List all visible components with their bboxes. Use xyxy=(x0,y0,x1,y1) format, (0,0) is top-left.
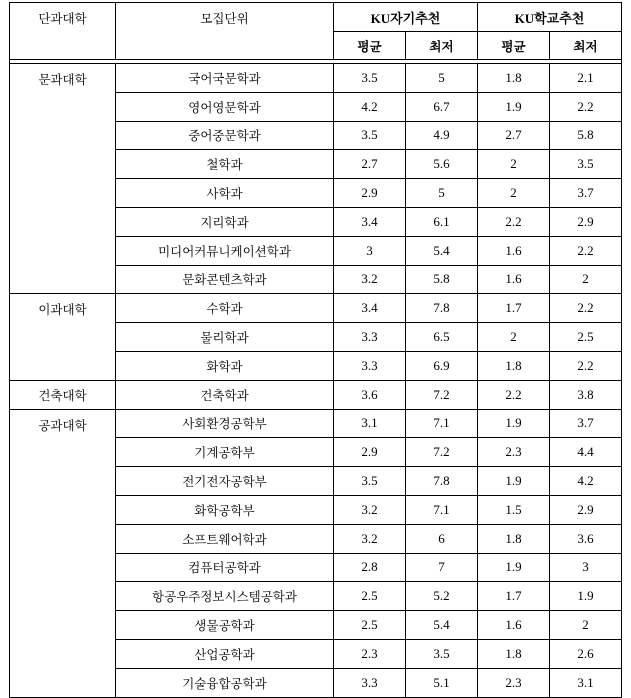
cell-ku-self-avg: 3.6 xyxy=(334,380,406,409)
cell-ku-school-min: 2.2 xyxy=(550,294,622,323)
cell-ku-self-min: 7.8 xyxy=(406,294,478,323)
cell-ku-school-avg: 2.7 xyxy=(478,121,550,150)
cell-unit: 전기전자공학부 xyxy=(116,467,334,496)
cell-ku-school-avg: 1.9 xyxy=(478,92,550,121)
cell-ku-self-min: 5.6 xyxy=(406,150,478,179)
cell-ku-school-avg: 1.8 xyxy=(478,351,550,380)
table-row xyxy=(10,294,622,323)
cell-ku-school-min: 2 xyxy=(550,611,622,640)
cell-ku-self-min: 6.7 xyxy=(406,92,478,121)
cell-ku-school-min: 2.2 xyxy=(550,351,622,380)
cell-ku-school-avg: 2.2 xyxy=(478,380,550,409)
cell-ku-school-min: 3.5 xyxy=(550,150,622,179)
cell-unit: 미디어커뮤니케이션학과 xyxy=(116,236,334,265)
cell-ku-self-min: 6 xyxy=(406,524,478,553)
cell-ku-school-min: 2.1 xyxy=(550,64,622,93)
cell-ku-school-avg: 1.9 xyxy=(478,553,550,582)
cell-unit: 국어국문학과 xyxy=(116,64,334,93)
cell-ku-self-min: 6.1 xyxy=(406,207,478,236)
cell-unit: 철학과 xyxy=(116,150,334,179)
cell-ku-self-avg: 3.2 xyxy=(334,524,406,553)
cell-ku-school-avg: 1.7 xyxy=(478,582,550,611)
cell-ku-self-avg: 2.8 xyxy=(334,553,406,582)
cell-ku-school-min: 3.8 xyxy=(550,380,622,409)
cell-ku-self-min: 7.1 xyxy=(406,409,478,438)
cell-unit: 기계공학부 xyxy=(116,438,334,467)
cell-ku-self-min: 5.4 xyxy=(406,611,478,640)
cell-unit: 영어영문학과 xyxy=(116,92,334,121)
cell-ku-school-min: 1.9 xyxy=(550,582,622,611)
cell-unit: 사회환경공학부 xyxy=(116,409,334,438)
cell-ku-school-avg: 1.8 xyxy=(478,639,550,668)
cell-ku-school-avg: 1.7 xyxy=(478,294,550,323)
cell-ku-school-min: 2.2 xyxy=(550,236,622,265)
header-ku-school-min: 최저 xyxy=(550,32,622,60)
table-body xyxy=(10,3,622,698)
cell-college: 공과대학 xyxy=(10,409,116,697)
cell-ku-school-avg: 2 xyxy=(478,179,550,208)
cell-ku-self-avg: 3.1 xyxy=(334,409,406,438)
cell-ku-school-min: 3.1 xyxy=(550,668,622,697)
cell-unit: 생물공학과 xyxy=(116,611,334,640)
cell-unit: 산업공학과 xyxy=(116,639,334,668)
header-unit: 모집단위 xyxy=(116,3,334,60)
table-row xyxy=(10,409,622,438)
cell-ku-school-min: 3.7 xyxy=(550,179,622,208)
header-row-top xyxy=(10,3,622,32)
cell-ku-school-min: 2.2 xyxy=(550,92,622,121)
cell-ku-self-avg: 3.2 xyxy=(334,265,406,294)
cell-ku-self-avg: 2.7 xyxy=(334,150,406,179)
cell-ku-self-avg: 2.5 xyxy=(334,611,406,640)
cell-ku-self-avg: 4.2 xyxy=(334,92,406,121)
cell-ku-school-min: 2.5 xyxy=(550,323,622,352)
table-row xyxy=(10,380,622,409)
cell-ku-self-min: 6.5 xyxy=(406,323,478,352)
cell-unit: 건축학과 xyxy=(116,380,334,409)
cell-ku-school-avg: 1.6 xyxy=(478,236,550,265)
cell-ku-self-min: 7.8 xyxy=(406,467,478,496)
cell-ku-self-avg: 3.4 xyxy=(334,207,406,236)
cell-ku-school-avg: 1.6 xyxy=(478,265,550,294)
cell-unit: 화학과 xyxy=(116,351,334,380)
header-ku-school: KU학교추천 xyxy=(478,3,622,32)
cell-unit: 컴퓨터공학과 xyxy=(116,553,334,582)
cell-ku-self-avg: 3 xyxy=(334,236,406,265)
cell-ku-self-min: 6.9 xyxy=(406,351,478,380)
cell-ku-school-avg: 1.8 xyxy=(478,64,550,93)
cell-unit: 화학공학부 xyxy=(116,495,334,524)
cell-ku-self-min: 5.4 xyxy=(406,236,478,265)
header-college: 단과대학 xyxy=(10,3,116,60)
cell-ku-school-avg: 2.2 xyxy=(478,207,550,236)
cell-unit: 사학과 xyxy=(116,179,334,208)
cell-unit: 중어중문학과 xyxy=(116,121,334,150)
cell-ku-school-min: 2.9 xyxy=(550,495,622,524)
cell-college: 문과대학 xyxy=(10,64,116,294)
cell-ku-self-min: 7.2 xyxy=(406,438,478,467)
cell-ku-school-min: 3.6 xyxy=(550,524,622,553)
cell-ku-self-avg: 3.3 xyxy=(334,668,406,697)
cell-ku-self-avg: 3.3 xyxy=(334,351,406,380)
cell-ku-self-avg: 3.5 xyxy=(334,121,406,150)
cell-ku-self-min: 5.8 xyxy=(406,265,478,294)
cell-unit: 물리학과 xyxy=(116,323,334,352)
cell-ku-self-min: 7.2 xyxy=(406,380,478,409)
cell-unit: 소프트웨어학과 xyxy=(116,524,334,553)
cell-ku-self-avg: 2.9 xyxy=(334,438,406,467)
cell-ku-school-avg: 1.8 xyxy=(478,524,550,553)
cell-unit: 문화콘텐츠학과 xyxy=(116,265,334,294)
cell-ku-self-min: 5 xyxy=(406,179,478,208)
cell-ku-school-avg: 2.3 xyxy=(478,438,550,467)
header-ku-self-avg: 평균 xyxy=(334,32,406,60)
cell-ku-school-min: 5.8 xyxy=(550,121,622,150)
cell-ku-self-min: 3.5 xyxy=(406,639,478,668)
cell-ku-school-min: 3 xyxy=(550,553,622,582)
cell-ku-school-avg: 1.6 xyxy=(478,611,550,640)
header-ku-school-avg: 평균 xyxy=(478,32,550,60)
cell-ku-self-min: 4.9 xyxy=(406,121,478,150)
admission-grades-table-container xyxy=(9,2,622,698)
cell-ku-self-min: 5.2 xyxy=(406,582,478,611)
cell-ku-self-avg: 2.3 xyxy=(334,639,406,668)
cell-ku-school-min: 2 xyxy=(550,265,622,294)
cell-ku-school-avg: 2 xyxy=(478,150,550,179)
cell-ku-school-min: 4.4 xyxy=(550,438,622,467)
cell-ku-self-avg: 3.4 xyxy=(334,294,406,323)
cell-ku-school-avg: 2.3 xyxy=(478,668,550,697)
cell-ku-self-min: 5.1 xyxy=(406,668,478,697)
cell-ku-school-avg: 2 xyxy=(478,323,550,352)
cell-ku-self-avg: 3.2 xyxy=(334,495,406,524)
cell-ku-self-avg: 3.3 xyxy=(334,323,406,352)
cell-ku-self-avg: 2.9 xyxy=(334,179,406,208)
admission-grades-table xyxy=(9,2,622,698)
cell-unit: 항공우주정보시스템공학과 xyxy=(116,582,334,611)
header-ku-self-min: 최저 xyxy=(406,32,478,60)
cell-ku-self-avg: 2.5 xyxy=(334,582,406,611)
cell-ku-self-avg: 3.5 xyxy=(334,467,406,496)
cell-unit: 수학과 xyxy=(116,294,334,323)
cell-ku-school-min: 2.6 xyxy=(550,639,622,668)
cell-ku-school-min: 2.9 xyxy=(550,207,622,236)
cell-ku-school-min: 3.7 xyxy=(550,409,622,438)
cell-college: 건축대학 xyxy=(10,380,116,409)
cell-unit: 기술융합공학과 xyxy=(116,668,334,697)
cell-ku-self-avg: 3.5 xyxy=(334,64,406,93)
cell-ku-school-min: 4.2 xyxy=(550,467,622,496)
cell-ku-school-avg: 1.9 xyxy=(478,467,550,496)
cell-college: 이과대학 xyxy=(10,294,116,380)
cell-ku-self-min: 7.1 xyxy=(406,495,478,524)
cell-ku-school-avg: 1.9 xyxy=(478,409,550,438)
table-row xyxy=(10,64,622,93)
cell-ku-self-min: 5 xyxy=(406,64,478,93)
cell-unit: 지리학과 xyxy=(116,207,334,236)
cell-ku-self-min: 7 xyxy=(406,553,478,582)
cell-ku-school-avg: 1.5 xyxy=(478,495,550,524)
header-ku-self: KU자기추천 xyxy=(334,3,478,32)
